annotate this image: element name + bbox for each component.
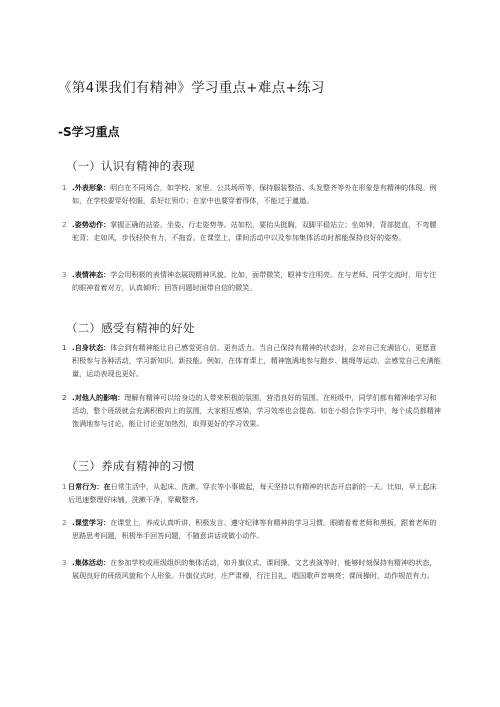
item-number: 1 <box>62 343 67 352</box>
list-item <box>62 341 442 381</box>
item-lead: .集体活动： <box>72 558 111 567</box>
list-item <box>62 516 442 542</box>
item-lead: .外表形象： <box>72 183 111 192</box>
item-text: 学会用积极的表情神态展现精神风貌。比如，面带微笑，眼神专注明亮。在与老师、同学交流时，用专注的眼神看着对方，认真倾听；回答问题时面带自信的微笑。 <box>72 270 437 293</box>
list-item <box>62 181 442 207</box>
item-text: 掌握正确的站姿、坐姿、行走姿势等。站如松，要抬头挺胸，双脚平稳站立；坐如钟，背部挺直，不弯腰驼背；走如风，步伐轻快有力，不拖沓。在课堂上、课间活动中以及参加集体活动时都能保持良好的姿势。 <box>72 220 437 243</box>
item-lead: .表情神态： <box>72 270 111 279</box>
item-text: 体会到有精神能让自己感觉更自信、更有活力。当自己保持有精神的状态时，会对自己充满信心，更愿意积极参与各种活动，学习新知识、新技能。例如，在体育课上，精神饱满地参与跑步、跳绳等运动，会感觉自己充满能量，运动表现也更好。 <box>72 343 441 379</box>
item-number: 3 <box>62 558 67 567</box>
item-text: 明白在不同场合，如学校、家里、公共场所等，保持服装整洁、头发整齐等外在形象是有精神的体现。例如，在学校要穿好校服，系好红领巾；在家中也要穿着得体，不能过于邋遢。 <box>72 183 437 206</box>
list-item <box>62 556 442 582</box>
item-number: 1 <box>62 183 67 192</box>
list-item <box>62 391 442 431</box>
list-item <box>62 268 442 294</box>
item-lead: 日常行为：在 <box>68 482 111 491</box>
item-lead: .对他人的影响： <box>72 393 125 402</box>
page-title: 《第4课我们有精神》学习重点+难点+练习 <box>58 80 325 96</box>
item-text: 理解有精神可以给身边的人带来积极的氛围，营造良好的氛围。在班级中，同学们都有精神地学习和活动，整个班级就会充满积极向上的氛围，大家相互感染，学习效率也会提高。如在小组合作学习中，每个成员都精神饱满地参与讨论，能让讨论更加热烈，取得更好的学习效果。 <box>72 393 441 429</box>
item-number: 2 <box>62 393 67 402</box>
item-lead: .自身状态： <box>72 343 111 352</box>
item-text: 在参加学校或班级组织的集体活动，如升旗仪式、课间操、文艺表演等时，能够时刻保持有精神的状态，展现良好的班级风貌和个人形象。升旗仪式时，庄严肃穆，行注目礼，唱国歌声音响亮；课间操时，动作规范有力。 <box>72 558 437 581</box>
item-number: 1 <box>62 482 67 491</box>
item-number: 2 <box>62 518 67 527</box>
item-number: 3 <box>62 270 67 279</box>
heading-form-habits: （三）养成有精神的习惯 <box>66 459 195 473</box>
item-text: 在课堂上，养成认真听讲、积极发言、遵守纪律等有精神的学习习惯。眼睛看着老师和黑板，跟着老师的思路思考问题，积极举手回答问题，不随意讲话或做小动作。 <box>72 518 437 541</box>
item-text: 日常生活中，从起床、洗漱、穿衣等小事做起，每天坚持以有精神的状态开启新的一天。比如，早上起床后迅速整理好床铺，洗漱干净，穿戴整齐。 <box>68 482 437 505</box>
list-item <box>62 480 442 506</box>
item-lead: .姿势动作： <box>72 220 111 229</box>
section-label-study-focus: -S学习重点 <box>58 125 120 139</box>
item-number: 2 <box>62 220 67 229</box>
heading-feel-benefits: （二）感受有精神的好处 <box>66 321 195 335</box>
item-lead: .课堂学习： <box>72 518 111 527</box>
heading-recognize-spirit: （一）认识有精神的表现 <box>66 159 195 173</box>
list-item <box>62 218 442 244</box>
